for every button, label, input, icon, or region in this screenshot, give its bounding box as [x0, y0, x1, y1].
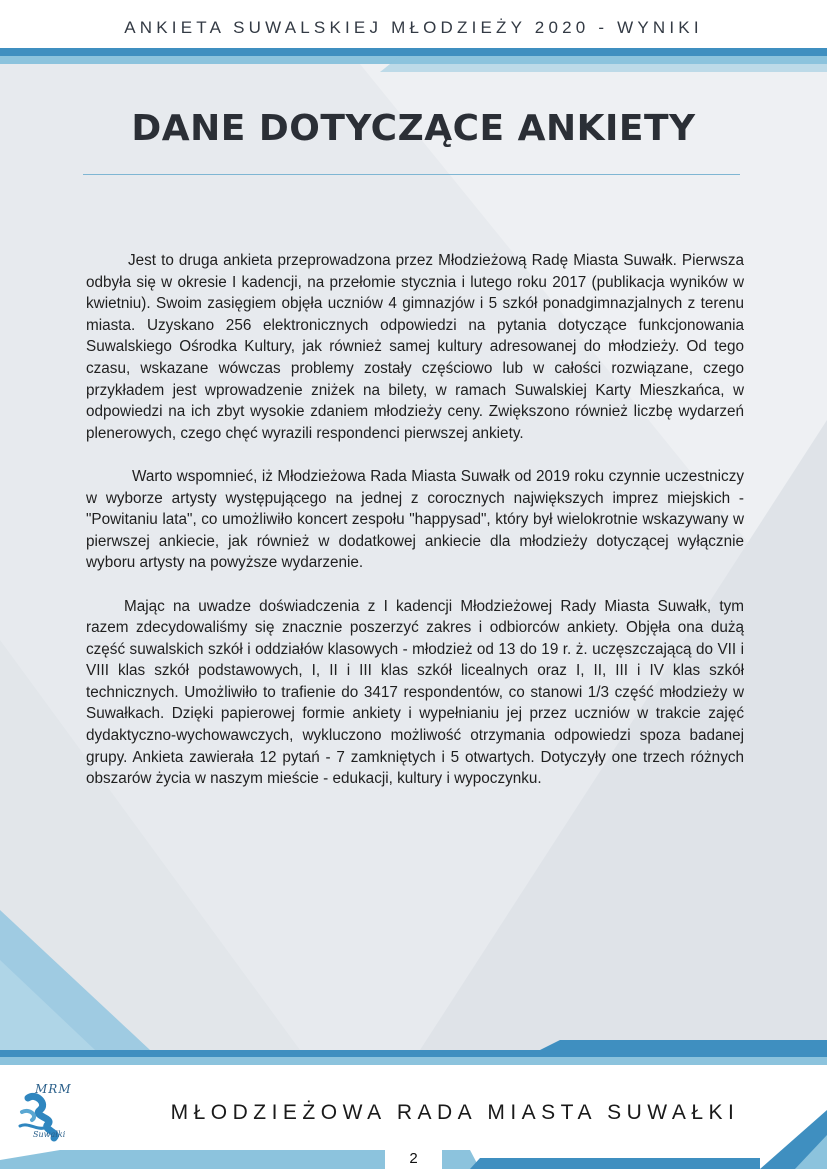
logo-subtext: Suwałki: [33, 1130, 66, 1139]
page-number: 2: [409, 1150, 418, 1167]
footer-title: MŁODZIEŻOWA RADA MIASTA SUWAŁKI: [170, 1101, 740, 1124]
header-title: ANKIETA SUWALSKIEJ MŁODZIEŻY 2020 - WYNIKI: [124, 18, 703, 37]
logo-text: MRM: [35, 1082, 72, 1096]
paragraph: Jest to druga ankieta przeprowadzona przez Młodzieżową Radę Miasta Suwałk. Pierwsza odbyła się w okresie I kadencji, na przełomie stycznia i lutego roku 2017 (publikacja wyników w kwietniu). Swoim zasięgiem objęła uczniów 4 gimnazjów i 5 szkół ponadgimnazjalnych z terenu miasta. Uzyskano 256 elektronicznych odpowiedzi na pytania dotyczące funkcjonowania Suwalskiego Ośrodka Kultury, jak również samej kultury adresowanej do młodzieży. Od tego czasu, wskazane wówczas problemy zostały częściowo lub w całości rozwiązane, czego przykładem jest wprowadzenie zniżek na bilety, w ramach Suwalskiej Karty Mieszkańca, w odpowiedzi na ich zbyt wysokie zdaniem młodzieży ceny. Zwiększono również liczbę wydarzeń plenerowych, czego chęć wyrazili respondenci pierwszej ankiety.: [86, 252, 744, 442]
page-title: DANE DOTYCZĄCE ANKIETY: [131, 108, 696, 149]
paragraph: Warto wspomnieć, iż Młodzieżowa Rada Miasta Suwałk od 2019 roku czynnie uczestniczy w wyborze artysty występującego na jednej z corocznych największych imprez miejskich - "Powitaniu lata", co umożliwiło koncert zespołu "happysad", który był wielokrotnie wskazywany w pierwszej ankiecie, jak również w dodatkowej ankiecie dla młodzieży dotyczącej wyłącznie wyboru artysty na powyższe wydarzenie.: [86, 467, 744, 572]
paragraph: Mając na uwadze doświadczenia z I kadencji Młodzieżowej Rady Miasta Suwałk, tym razem zdecydowaliśmy się znacznie poszerzyć zakres i odbiorców ankiety. Objęła ona dużą część suwalskich szkół i oddziałów klasowych - młodzież od 13 do 19 r. ż. uczęszczającą do VII i VIII klas szkół podstawowych, I, II i III klas szkół licealnych oraz I, II, III i IV klas szkół technicznych. Umożliwiło to trafienie do 3417 respondentów, co stanowi 1/3 część młodzieży w Suwałkach. Dzięki papierowej formie ankiety i wypełnianiu jej przez uczniów w trakcie zajęć dydaktyczno-wychowawczych, wykluczono możliwość otrzymania odpowiedzi spoza badanej grupy. Ankieta zawierała 12 pytań - 7 zamkniętych i 5 otwartych. Dotyczyły one trzech różnych obszarów życia w naszym mieście - edukacji, kultury i wypoczynku.: [86, 597, 744, 788]
body-text: [86, 250, 744, 811]
title-divider: [83, 174, 740, 175]
